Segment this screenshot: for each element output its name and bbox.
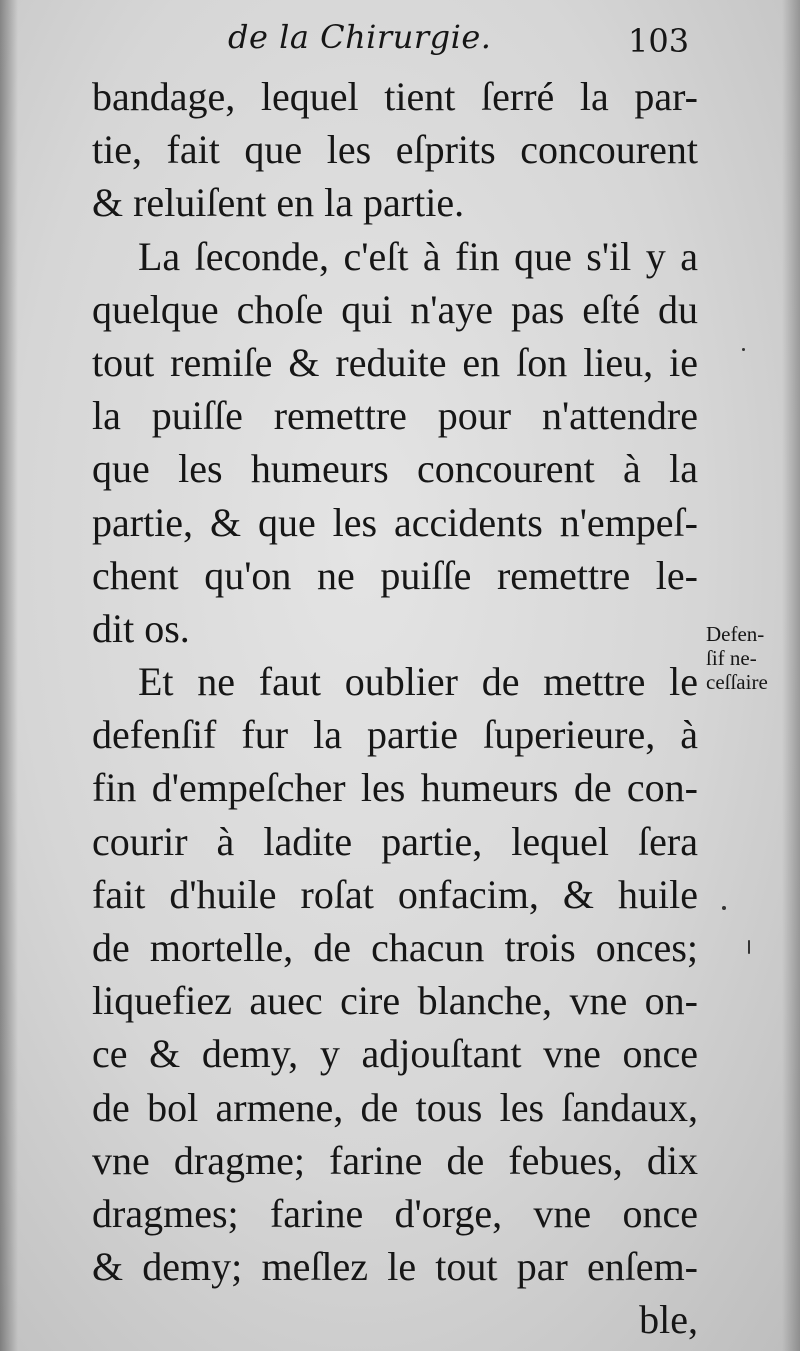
text-line: & demy; meſlez le tout par enſem-	[92, 1244, 698, 1290]
text-line: & reluiſent en la partie.	[92, 180, 465, 226]
margin-note	[706, 622, 796, 694]
text-line: vne dragme; farine de febues, dix	[92, 1137, 698, 1183]
text-line: chent qu'on ne puiſſe remettre le-	[92, 552, 698, 598]
text-line: de mortelle, de chacun trois onces;	[92, 925, 698, 970]
text-line: quelque choſe qui n'aye pas eſté du	[92, 286, 698, 332]
text-line: ce & demy, y adjouſtant vne once	[92, 1031, 698, 1077]
running-head: de la Chirurgie.	[228, 18, 492, 56]
text-line: tie, fait que les eſprits concourent	[92, 127, 698, 173]
margin-note-line: ceſſaire	[706, 670, 768, 694]
text-line: defenſif fur la partie ſuperieure, à	[92, 712, 698, 758]
text-line: partie, & que les accidents n'empeſ-	[92, 499, 698, 545]
catchword: ble,	[639, 1297, 698, 1343]
text-line: liquefiez auec cire blanche, vne on-	[92, 978, 698, 1024]
text-line: de bol armene, de tous les ſandaux,	[92, 1084, 698, 1130]
margin-note-line: ſif ne-	[706, 646, 757, 670]
page-number: 103	[628, 22, 690, 60]
text-line: Et ne faut oublier de mettre le	[138, 659, 698, 705]
margin-note-line: Defen-	[706, 622, 765, 646]
text-line: tout remiſe & reduite en ſon lieu, ie	[92, 339, 698, 385]
body-text	[92, 70, 698, 1347]
text-line: La ſeconde, c'eſt à fin que s'il y a	[138, 233, 698, 279]
text-line: dit os.	[92, 605, 190, 651]
ink-speck	[722, 906, 726, 910]
ink-speck	[748, 940, 750, 954]
text-line: la puiſſe remettre pour n'attendre	[92, 393, 698, 439]
text-line: fait d'huile roſat onfacim, & huile	[92, 871, 698, 917]
text-line: fin d'empeſcher les humeurs de con-	[92, 765, 698, 811]
left-page-edge	[0, 0, 18, 1351]
text-line: que les humeurs concourent à la	[92, 446, 698, 492]
ink-speck	[742, 348, 745, 351]
text-line: dragmes; farine d'orge, vne once	[92, 1190, 698, 1236]
text-line: courir à ladite partie, lequel ſera	[92, 818, 698, 864]
text-line: bandage, lequel tient ſerré la par-	[92, 74, 698, 119]
